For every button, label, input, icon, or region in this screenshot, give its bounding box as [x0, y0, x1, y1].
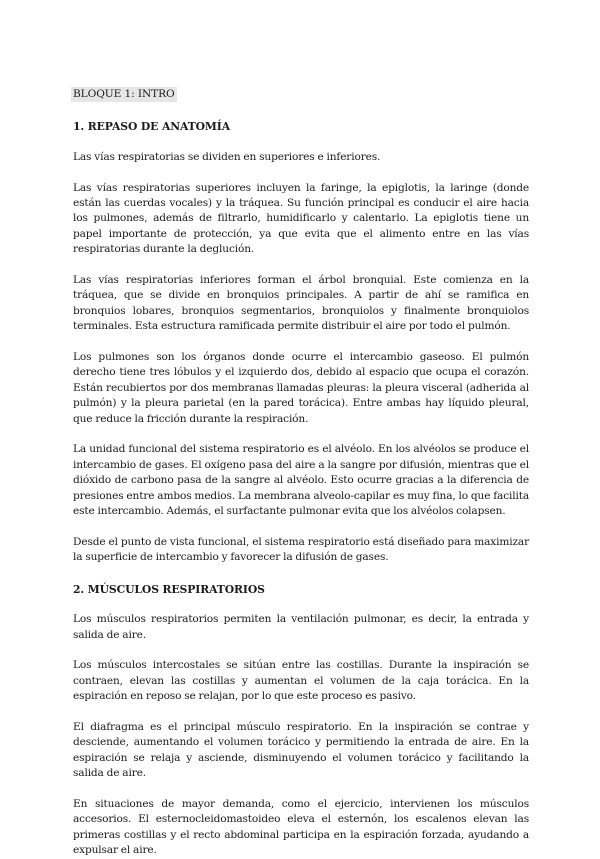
section-anatomy — [73, 119, 529, 565]
paragraph: Los músculos intercostales se sitúan entre las costillas. Durante la inspiración se contraen, elevan las costillas y aumentan el volumen de la caja torácica. En la espiración en reposo se relajan, por lo que este proceso es pasivo. — [73, 659, 529, 703]
paragraph: Los músculos respiratorios permiten la ventilación pulmonar, es decir, la entrada y salida de aire. — [73, 613, 529, 641]
paragraph: Las vías respiratorias se dividen en superiores e inferiores. — [73, 150, 381, 163]
section-respiratory-muscles — [73, 582, 529, 859]
section-heading: 1. REPASO DE ANATOMÍA — [73, 120, 231, 134]
paragraph: Las vías respiratorias inferiores forman el árbol bronquial. Este comienza en la tráquea, que se divide en bronquios principales. A partir de ahí se ramifica en bronquios lobares, bronquios segmentarios, bronquiolos y finalmente bronquiolos terminales. Esta estructura ramificada permite distribuir el aire por todo el pulmón. — [73, 274, 529, 333]
block-label — [73, 87, 529, 102]
paragraph: El diafragma es el principal músculo respiratorio. En la inspiración se contrae y desciende, aumentando el volumen torácico y permitiendo la entrada de aire. En la espiración se relaja y asciende, disminuyendo el volumen torácico y facilitando la salida de aire. — [73, 720, 529, 780]
block-label-text: BLOQUE 1: INTRO — [71, 87, 177, 102]
paragraph: Las vías respiratorias superiores incluyen la faringe, la epiglotis, la laringe (donde están las cuerdas vocales) y la tráquea. Su función principal es conducir el aire hacia los pulmones, además de filtrarlo, humidificarlo y calentarlo. La epiglotis tiene un papel importante de protección, ya que evita que el alimento entre en las vías respiratorias durante la deglución. — [73, 181, 529, 256]
paragraph: Los pulmones son los órganos donde ocurre el intercambio gaseoso. El pulmón derecho tiene tres lóbulos y el izquierdo dos, debido al espacio que ocupa el corazón. Están recubiertos por dos membranas llamadas pleuras: la pleura visceral (adherida al pulmón) y la pleura parietal (en la pared torácica). Entre ambas hay líquido pleural, que reduce la fricción durante la respiración. — [73, 351, 529, 425]
paragraph: La unidad funcional del sistema respiratorio es el alvéolo. En los alvéolos se produce el intercambio de gases. El oxígeno pasa del aire a la sangre por difusión, mientras que el dióxido de carbono pasa de la sangre al alvéolo. Esto ocurre gracias a la diferencia de presiones entre ambos medios. La membrana alveolo-capilar es muy fina, lo que facilita este intercambio. Además, el surfactante pulmonar evita que los alvéolos colapsen. — [73, 443, 529, 518]
paragraph: Desde el punto de vista funcional, el sistema respiratorio está diseñado para maximizar la superficie de intercambio y favorecer la difusión de gases. — [73, 535, 529, 564]
paragraph: En situaciones de mayor demanda, como el ejercicio, intervienen los músculos accesorios. El esternocleidomastoideo eleva el esternón, los escalenos elevan las primeras costillas y el recto abdominal participa en la espiración forzada, ayudando a expulsar el aire. — [73, 797, 529, 857]
section-heading: 2. MÚSCULOS RESPIRATORIOS — [73, 582, 265, 596]
